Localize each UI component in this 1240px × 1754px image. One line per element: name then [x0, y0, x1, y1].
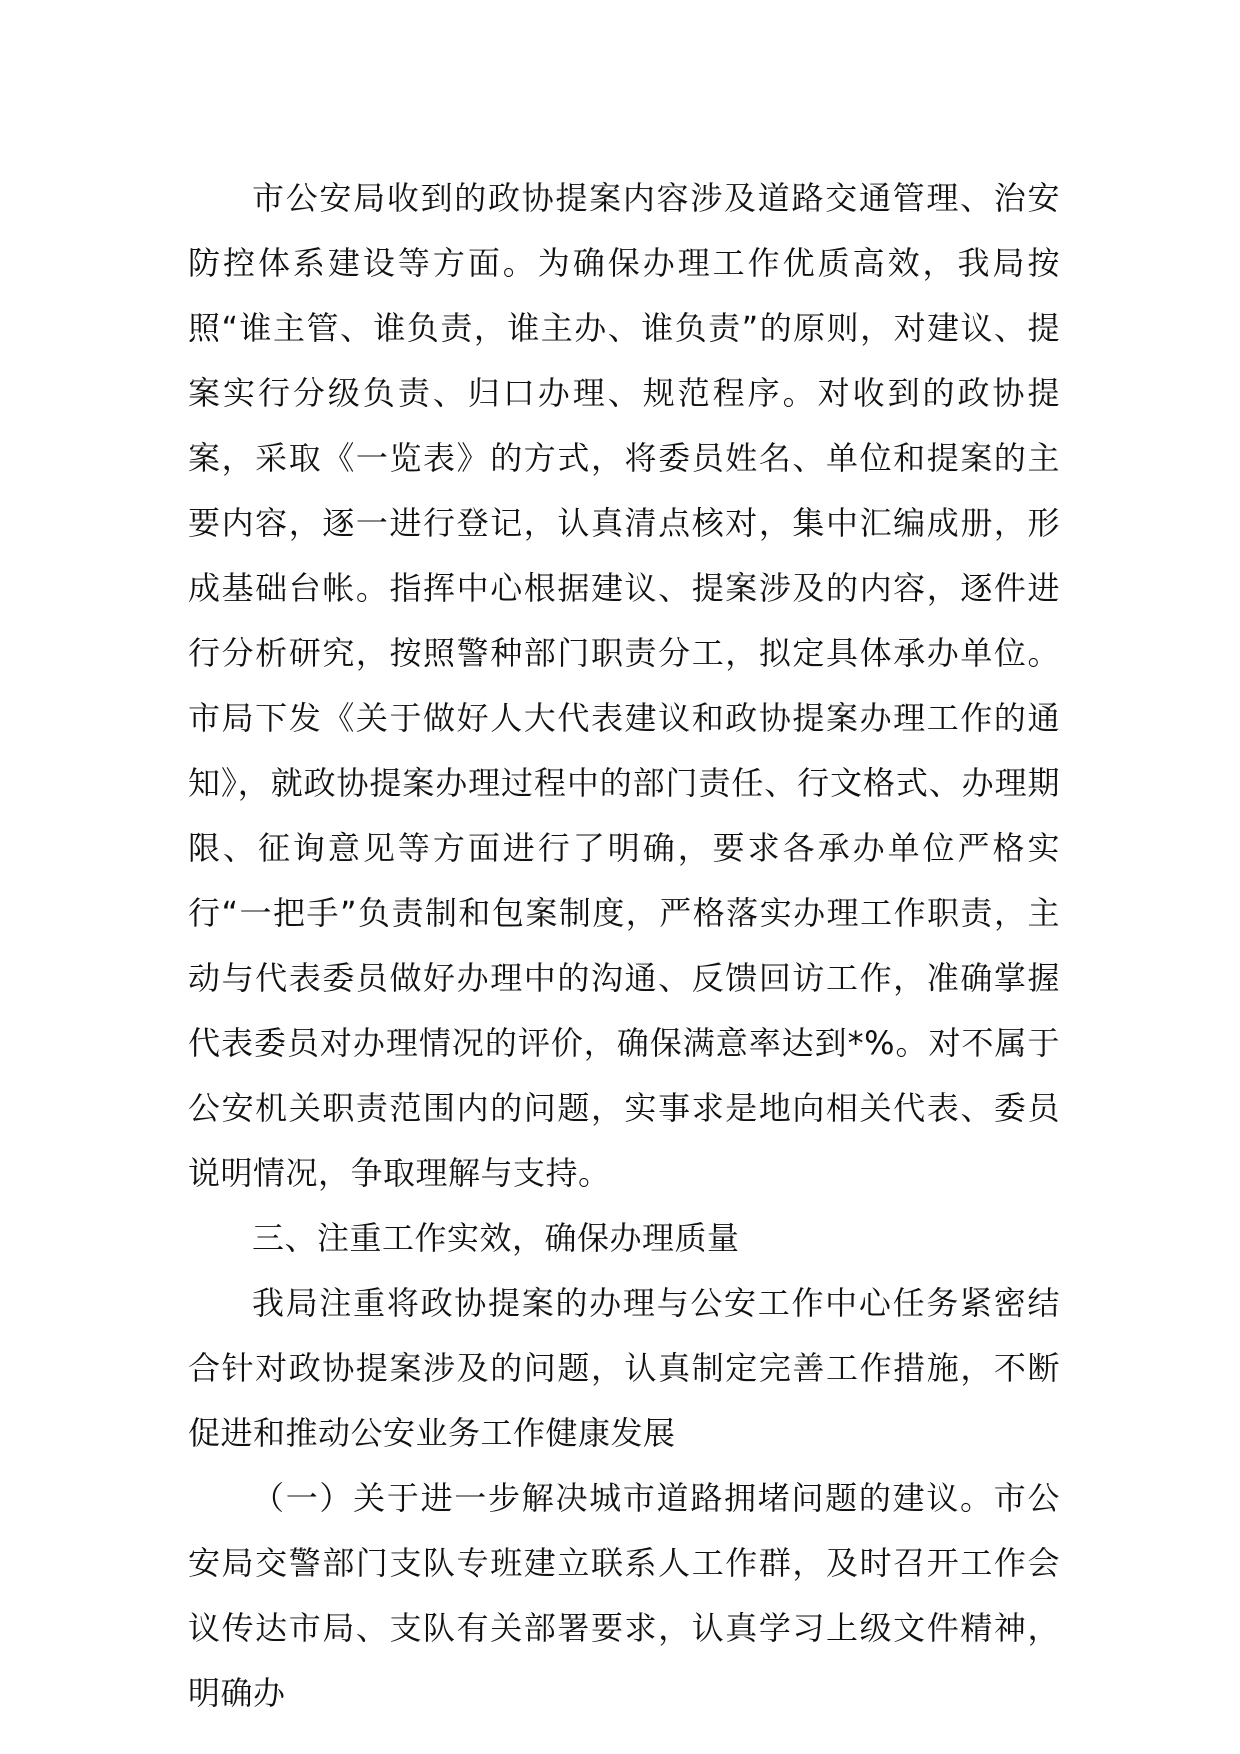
paragraph-traffic-congestion: （一）关于进一步解决城市道路拥堵问题的建议。市公安局交警部门支队专班建立联系人工作群，及时召开工作会议传达市局、支队有关部署要求，认真学习上级文件精神，明确办	[188, 1479, 1060, 1712]
paragraph-work-effectiveness: 我局注重将政协提案的办理与公安工作中心任务紧密结合针对政协提案涉及的问题，认真制定完善工作措施，不断促进和推动公安业务工作健康发展	[188, 1284, 1060, 1452]
section-heading-3: 三、注重工作实效，确保办理质量	[252, 1219, 740, 1257]
document-body	[188, 166, 1060, 1726]
paragraph-handling-process: 市公安局收到的政协提案内容涉及道路交通管理、治安防控体系建设等方面。为确保办理工作优质高效，我局按照“谁主管、谁负责，谁主办、谁负责”的原则，对建议、提案实行分级负责、归口办理、规范程序。对收到的政协提案，采取《一览表》的方式，将委员姓名、单位和提案的主要内容，逐一进行登记，认真清点核对，集中汇编成册，形成基础台帐。指挥中心根据建议、提案涉及的内容，逐件进行分析研究，按照警种部门职责分工，拟定具体承办单位。市局下发《关于做好人大代表建议和政协提案办理工作的通知》，就政协提案办理过程中的部门责任、行文格式、办理期限、征询意见等方面进行了明确，要求各承办单位严格实行“一把手”负责制和包案制度，严格落实办理工作职责，主动与代表委员做好办理中的沟通、反馈回访工作，准确掌握代表委员对办理情况的评价，确保满意率达到*%。对不属于公安机关职责范围内的问题，实事求是地向相关代表、委员说明情况，争取理解与支持。	[188, 179, 1060, 1192]
